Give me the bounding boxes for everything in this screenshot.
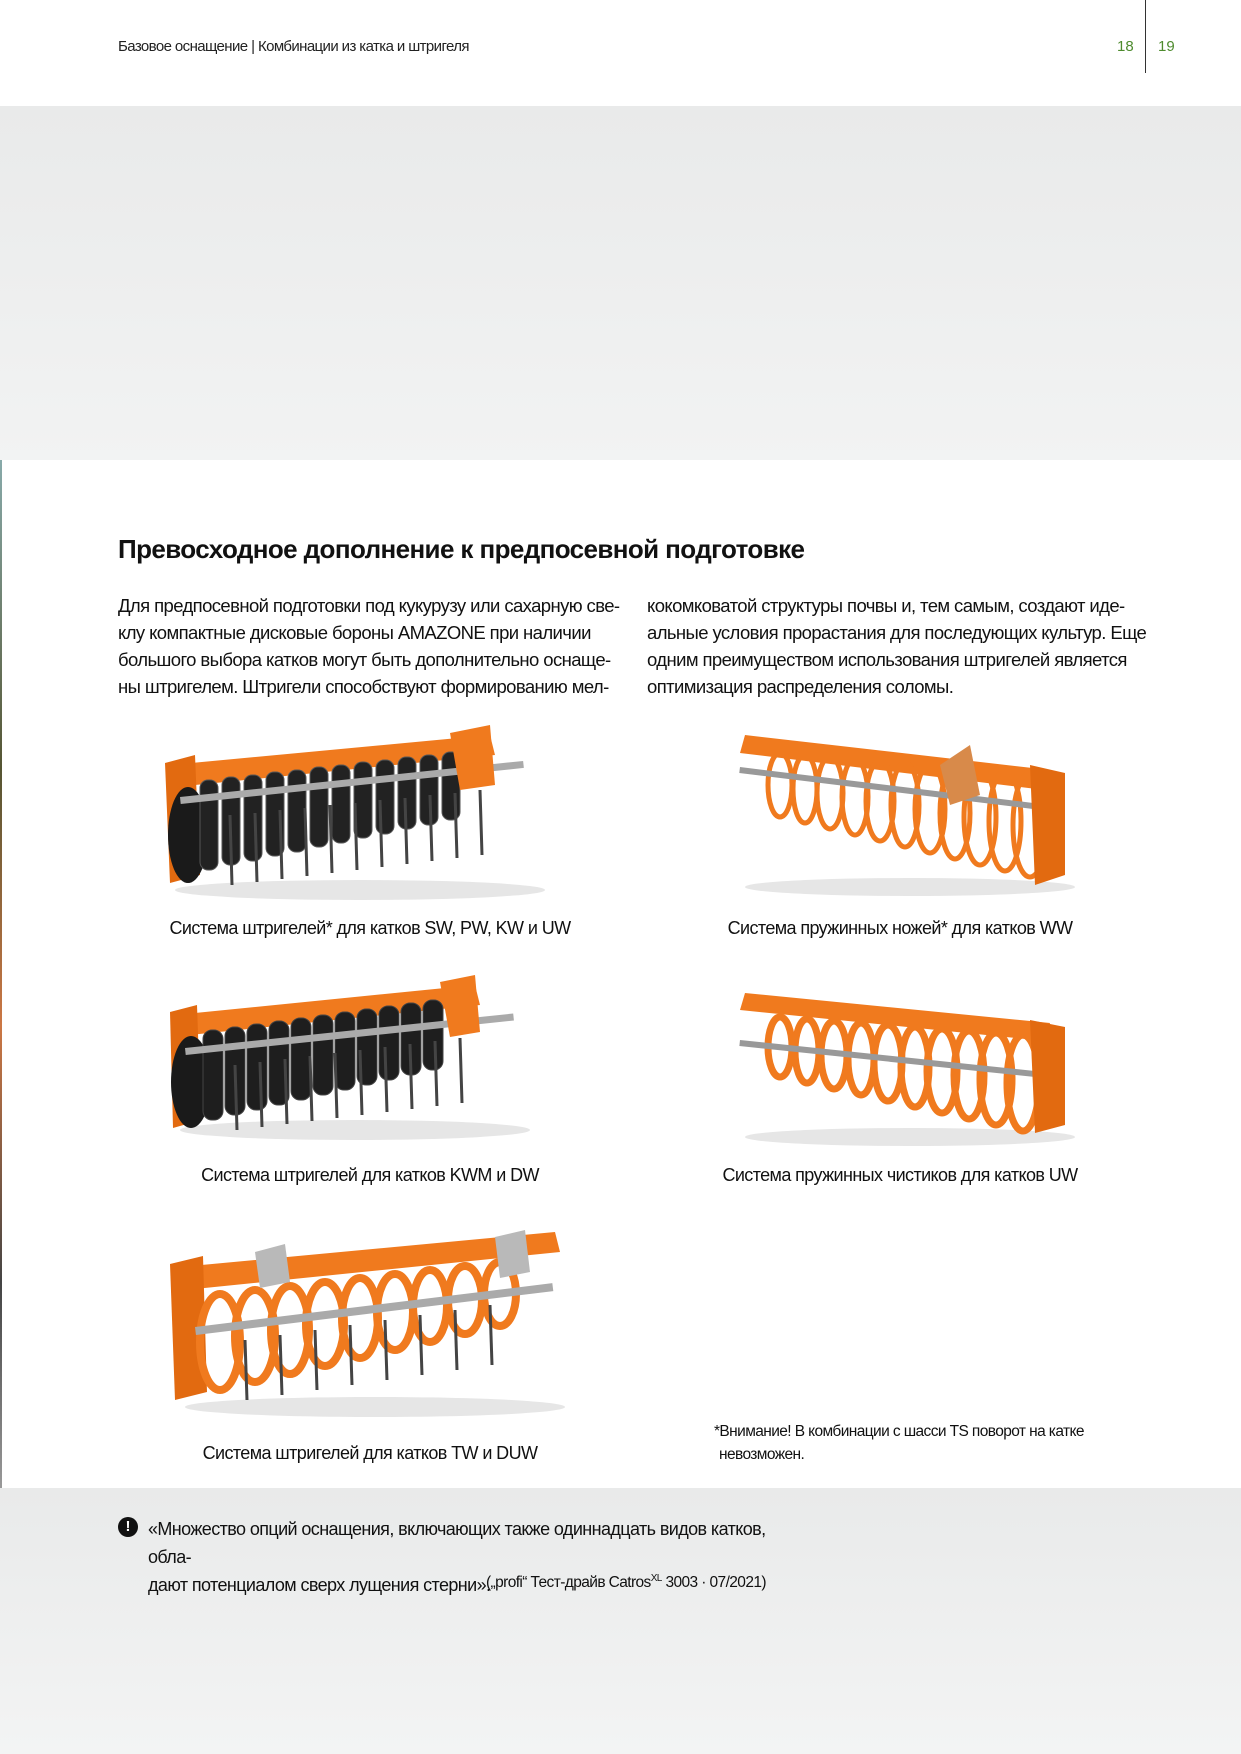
body-line: клу компактные дисковые бороны AMAZONE при наличии: [118, 622, 591, 643]
quote-source-sup: XL: [650, 1573, 662, 1584]
breadcrumb: Базовое оснащение | Комбинации из катка и штригеля: [118, 38, 469, 55]
product-caption: Система штригелей для катков TW и DUW: [202, 1443, 538, 1463]
product-image-spring-scrapers-uw: [730, 985, 1080, 1150]
body-line: ны штригелем. Штригели способствуют формированию мел-: [118, 676, 609, 697]
product-caption: Система штригелей* для катков SW, PW, KW и UW: [169, 918, 571, 938]
product-image-harrow-kwm-dw: [165, 970, 535, 1145]
body-line: Для предпосевной подготовки под кукурузу или сахарную све-: [118, 595, 620, 616]
body-column-2: [647, 592, 1167, 700]
body-column-1: [118, 592, 638, 700]
footnote-line: невозможен.: [719, 1446, 805, 1463]
body-line: одним преимуществом использования штригелей является: [647, 649, 1127, 670]
product-caption: Система пружинных чистиков для катков UW: [722, 1165, 1078, 1185]
exclamation-circle-icon: !: [118, 1517, 138, 1537]
body-line: кокомковатой структуры почвы и, тем самым, создают иде-: [647, 595, 1125, 616]
product-caption: Система штригелей для катков KWM и DW: [201, 1165, 539, 1185]
body-line: оптимизация распределения соломы.: [647, 676, 954, 697]
product-image-harrow-tw-duw: [165, 1222, 585, 1422]
body-line: альные условия прорастания для последующих культур. Еще: [647, 622, 1147, 643]
quote-line: «Множество опций оснащения, включающих также одиннадцать видов катков, обла-: [148, 1519, 766, 1567]
section-heading: Превосходное дополнение к предпосевной подготовке: [118, 534, 805, 564]
quote-source: [486, 1573, 766, 1592]
left-edge-image-strip: [0, 460, 2, 1488]
quote-line: дают потенциалом сверх лущения стерни».: [148, 1575, 491, 1595]
body-line: большого выбора катков могут быть дополнительно оснаще-: [118, 649, 611, 670]
product-image-spring-tines-ww: [730, 725, 1080, 900]
page-number-left: 18: [1117, 38, 1134, 55]
quote-source-post: 3003 · 07/2021): [661, 1574, 766, 1592]
product-caption: Система пружинных ножей* для катков WW: [727, 918, 1073, 938]
hero-image-area: [0, 106, 1241, 460]
product-image-harrow-sw-pw-kw-uw: [160, 725, 550, 905]
page-number-right: 19: [1158, 38, 1175, 55]
page-divider: [1145, 0, 1146, 73]
footnote-line: *Внимание! В комбинации с шасси TS поворот на катке: [714, 1423, 1084, 1440]
footnote: [714, 1420, 1134, 1466]
quote-source-pre: („profi“ Тест-драйв Catros: [486, 1574, 651, 1592]
